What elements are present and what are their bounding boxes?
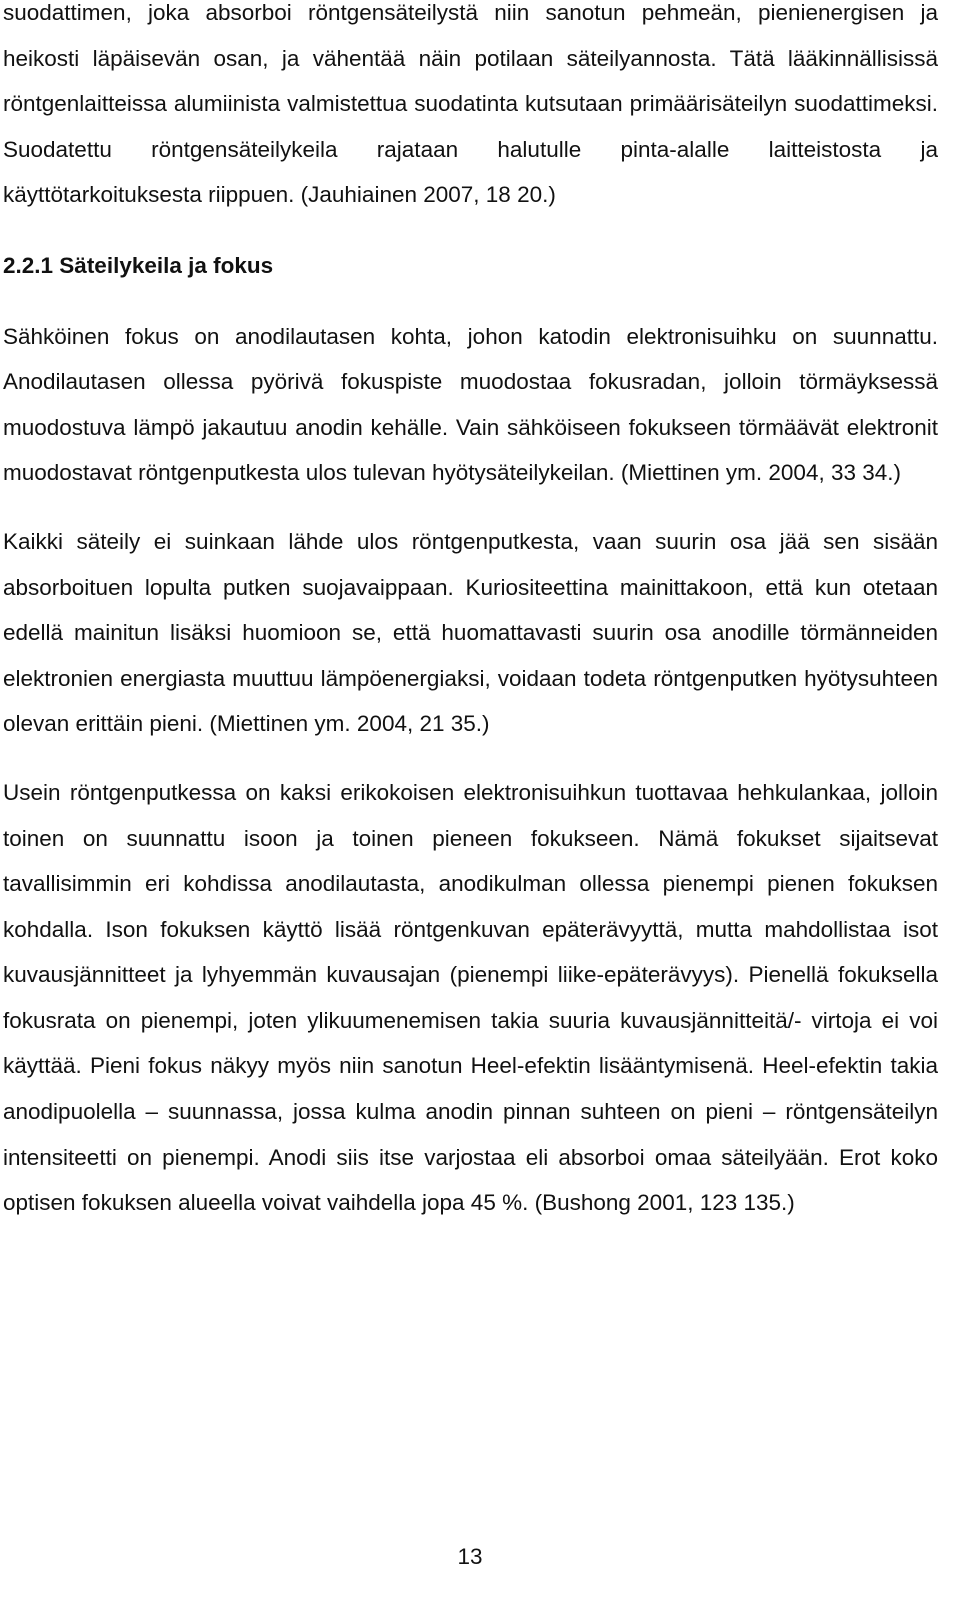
spacer xyxy=(3,289,938,314)
paragraph-fokus: Sähköinen fokus on anodilautasen kohta, johon katodin elektronisuihku on suunnattu. Anodilautasen ollessa pyörivä fokuspiste muodostaa fokusradan, jolloin törmäyksessä muodostuva lämpö jakautuu anodin kehälle. Vain sähköiseen fokukseen törmäävät elektronit muodostavat röntgenputkesta ulos tulevan hyötysäteilykeilan. (Miettinen ym. 2004, 33 34.) xyxy=(3,323,938,486)
spacer xyxy=(3,496,938,519)
intro-paragraph: suodattimen, joka absorboi röntgensäteilystä niin sanotun pehmeän, pienienergisen ja heikosti läpäisevän osan, ja vähentää näin potilaan säteilyannosta. Tätä lääkinnällisissä röntgenlaitteissa alumiinista valmistettua suodatinta kutsutaan primäärisäteilyn suodattimeksi. Suodatettu röntgensäteilykeila rajataan halutulle pinta-alalle laitteistosta ja käyttötarkoituksesta riippuen. (Jauhiainen 2007, 18 20.) xyxy=(3,0,938,208)
page-number: 13 xyxy=(457,1544,483,1569)
document-page xyxy=(3,0,938,1226)
paragraph-hyotysuhde: Kaikki säteily ei suinkaan lähde ulos röntgenputkesta, vaan suurin osa jää sen sisään absorboituen lopulta putken suojavaippaan. Kuriositeettina mainittakoon, että kun otetaan edellä mainitun lisäksi huomioon se, että huomattavasti suurin osa anodille törmänneiden elektronien energiasta muuttuu lämpöenergiaksi, voidaan todeta röntgenputken hyötysuhteen olevan erittäin pieni. (Miettinen ym. 2004, 21 35.) xyxy=(3,528,938,737)
spacer xyxy=(3,218,938,243)
paragraph-heel-efekti: Usein röntgenputkessa on kaksi erikokoisen elektronisuihkun tuottavaa hehkulankaa, jolloin toinen on suunnattu isoon ja toinen pieneen fokukseen. Nämä fokukset sijaitsevat tavallisimmin eri kohdissa anodilautasta, anodikulman ollessa pienempi pienen fokuksen kohdalla. Ison fokuksen käyttö lisää röntgenkuvan epäterävyyttä, mutta mahdollistaa isot kuvausjännitteet ja lyhyemmän kuvausajan (pienempi liike-epäterävyys). Pienellä fokuksella fokusrata on pienempi, joten ylikuumenemisen takia suuria kuvausjännitteitä/- virtoja ei voi käyttää. Pieni fokus näkyy myös niin sanotun Heel-efektin lisääntymisenä. Heel-efektin takia anodipuolella – suunnassa, jossa kulma anodin pinnan suhteen on pieni – röntgensäteilyn intensiteetti on pienempi. Anodi siis itse varjostaa eli absorboi omaa säteilyään. Erot koko optisen fokuksen alueella voivat vaihdella jopa 45 %. (Bushong 2001, 123 135.) xyxy=(3,779,938,1216)
section-heading: 2.2.1 Säteilykeila ja fokus xyxy=(3,252,274,278)
spacer xyxy=(3,747,938,770)
